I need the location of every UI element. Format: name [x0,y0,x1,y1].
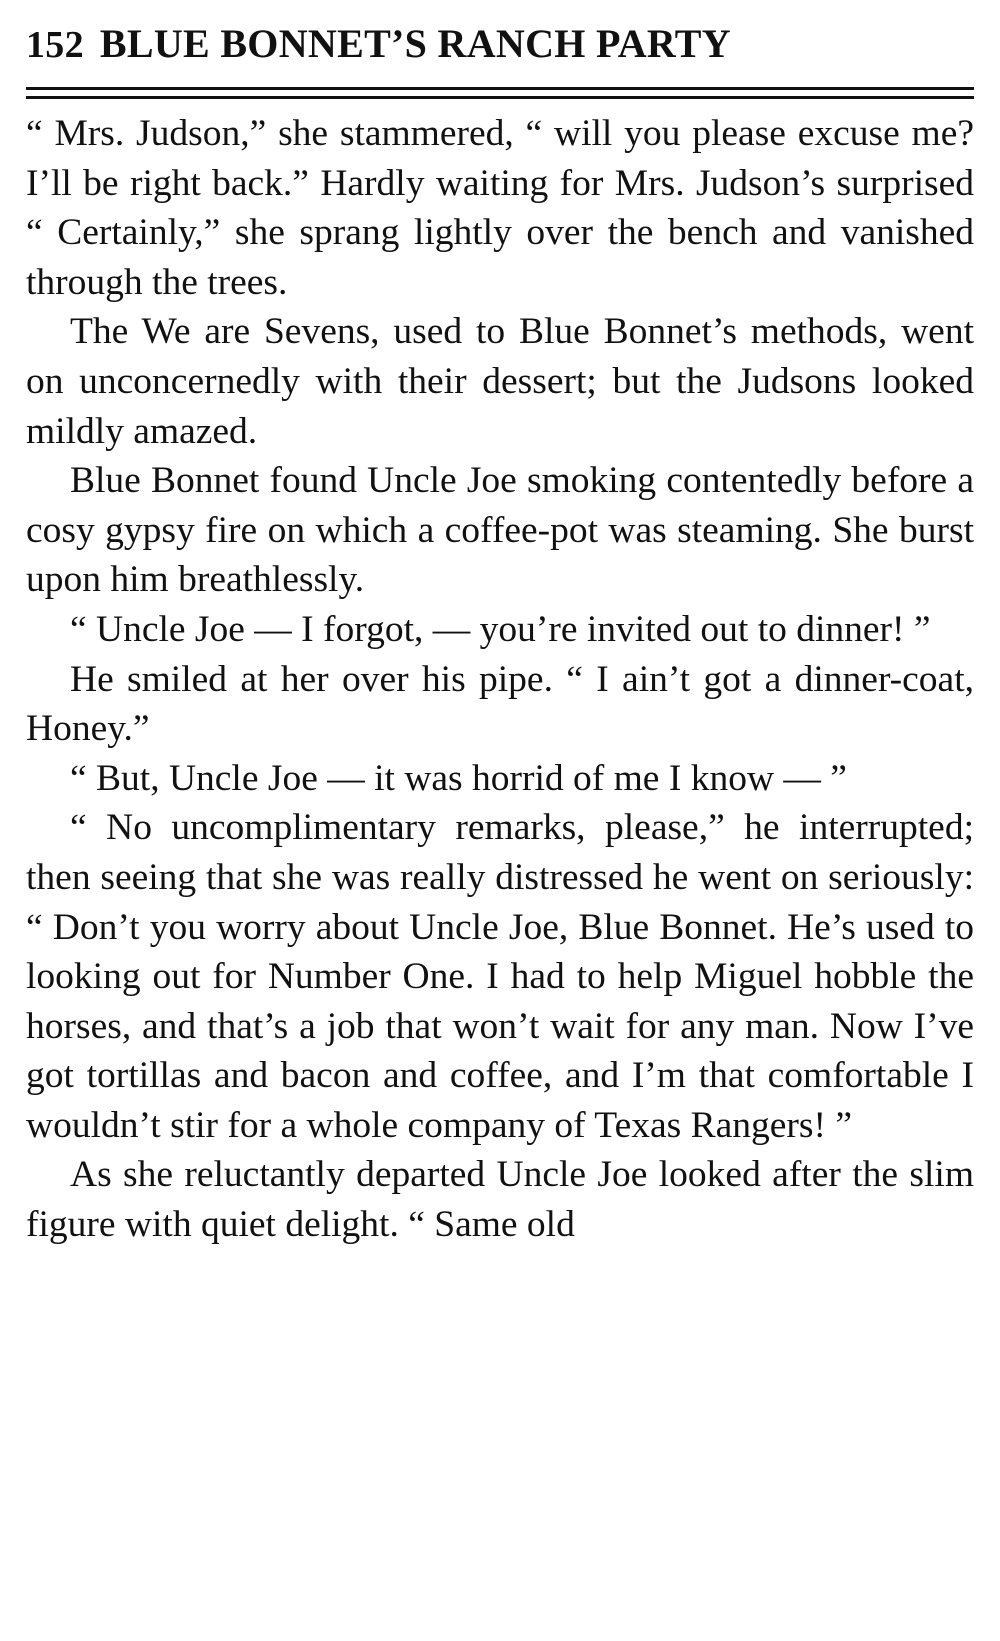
book-page [26,18,974,1250]
page-number: 152 [26,24,84,66]
paragraph: The We are Sevens, used to Blue Bonnet’s methods, went on unconcernedly with their dessert; but the Judsons looked mildly amazed. [26,311,974,452]
running-head [26,18,974,71]
book-title: BLUE BONNET’S RANCH PARTY [99,21,731,66]
header-double-rule [26,87,974,99]
paragraph: “ Mrs. Judson,” she stammered, “ will you please excuse me? I’ll be right back.” Hardly waiting for Mrs. Judson’s surprised “ Certainly,” she sprang lightly over the bench and vanished through the trees. [26,113,974,303]
paragraph: Blue Bonnet found Uncle Joe smoking contentedly before a cosy gypsy fire on which a coffee-pot was steaming. She burst upon him breathlessly. [26,460,974,601]
paragraph: He smiled at her over his pipe. “ I ain’t got a dinner-coat, Honey.” [26,658,974,750]
paragraph: “ Uncle Joe — I forgot, — you’re invited out to dinner! ” [70,608,931,650]
paragraph: “ No uncomplimentary remarks, please,” he interrupted; then seeing that she was really distressed he went on seriously: “ Don’t you worry about Uncle Joe, Blue Bonnet. He’s used to looking out for Number One. I had to help Miguel hobble the horses, and that’s a job that won’t wait for any man. Now I’ve got tortillas and bacon and coffee, and I’m that comfortable I wouldn’t stir for a whole company of Texas Rangers! ” [26,807,974,1146]
paragraph: As she reluctantly departed Uncle Joe looked after the slim figure with quiet delight. “ Same old [26,1154,974,1246]
paragraph: “ But, Uncle Joe — it was horrid of me I know — ” [70,757,847,799]
body-text [26,109,974,1250]
